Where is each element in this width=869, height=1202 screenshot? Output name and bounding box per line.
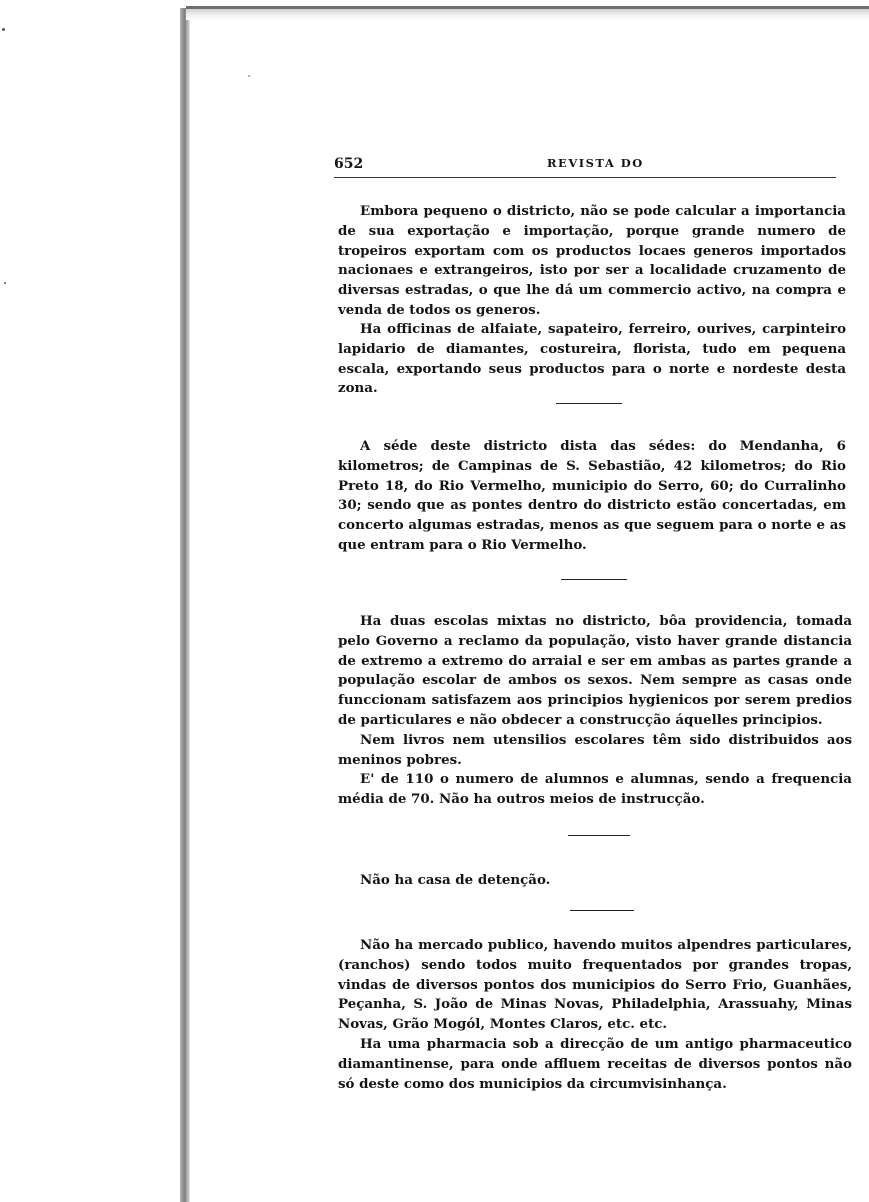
paragraph-pharmacy: Ha uma pharmacia sob a direcção de um antigo pharmaceutico diamantinense, para onde affluem receitas de diversos pontos não só deste como dos municipios da circumvisinhança.: [338, 1036, 852, 1092]
paragraph-export-import: Embora pequeno o districto, não se pode calcular a importancia de sua exportação e importação, porque grande numero de tropeiros exportam com os productos locaes generos importados nacionaes e extrangeiros, isto por ser a localidade cruzamento de diversas estradas, o que lhe dá um commercio activo, na compra e venda de todos os generos.: [338, 203, 846, 318]
paragraph-workshops: Ha officinas de alfaiate, sapateiro, ferreiro, ourives, carpinteiro lapidario de diamantes, costureira, florista, tudo em pequena escala, exportando seus productos para o norte e nordeste desta zona.: [338, 321, 846, 397]
running-head: REVISTA DO: [547, 156, 644, 170]
page-margin: [0, 0, 182, 1202]
paragraph-schools: Ha duas escolas mixtas no districto, bôa providencia, tomada pelo Governo a reclamo da população, visto haver grande distancia de extremo a extremo do arraial e ser em ambas as partes grande a população escolar de ambos os sexos. Nem sempre as casas onde funccionam satisfazem aos principios hygienicos por serem predios de particulares e não obdecer a construcção áquelles principios.: [338, 613, 852, 728]
book-binding-edge: [180, 8, 190, 1202]
section-divider: [568, 835, 630, 836]
section-divider: [556, 403, 622, 404]
header-rule: [334, 177, 836, 178]
paragraph-market: Não ha mercado publico, havendo muitos alpendres particulares, (ranchos) sendo todos muito frequentados por grandes tropas, vindas de diversos pontos dos municipios do Serro Frio, Guanhães, Peçanha, S. João de Minas Novas, Philadelphia, Arassuahy, Minas Novas, Grão Mogól, Montes Claros, etc. etc.: [338, 937, 852, 1033]
section-divider: [570, 910, 634, 911]
paragraph-school-supplies: Nem livros nem utensilios escolares têm sido distribuidos aos meninos pobres.: [338, 732, 852, 768]
paragraph-detention: Não ha casa de detenção.: [360, 872, 551, 888]
scan-speck: [248, 75, 250, 77]
paragraph-enrollment: E' de 110 o numero de alumnos e alumnas, sendo a frequencia média de 70. Não ha outros meios de instrucção.: [338, 771, 852, 807]
page-number: 652: [334, 156, 364, 172]
section-divider: [561, 579, 627, 580]
paragraph-distances: A séde deste districto dista das sédes: do Mendanha, 6 kilometros; de Campinas de S. Sebastião, 42 kilometros; do Rio Preto 18, do Rio Vermelho, municipio do Serro, 60; do Curralinho 30; sendo que as pontes dentro do districto estão concertadas, em concerto algumas estradas, menos as que seguem para o norte e as que entram para o Rio Vermelho.: [338, 438, 846, 553]
scan-speck: [2, 28, 5, 31]
page-top-edge: [186, 6, 869, 20]
scan-speck: [4, 282, 6, 284]
